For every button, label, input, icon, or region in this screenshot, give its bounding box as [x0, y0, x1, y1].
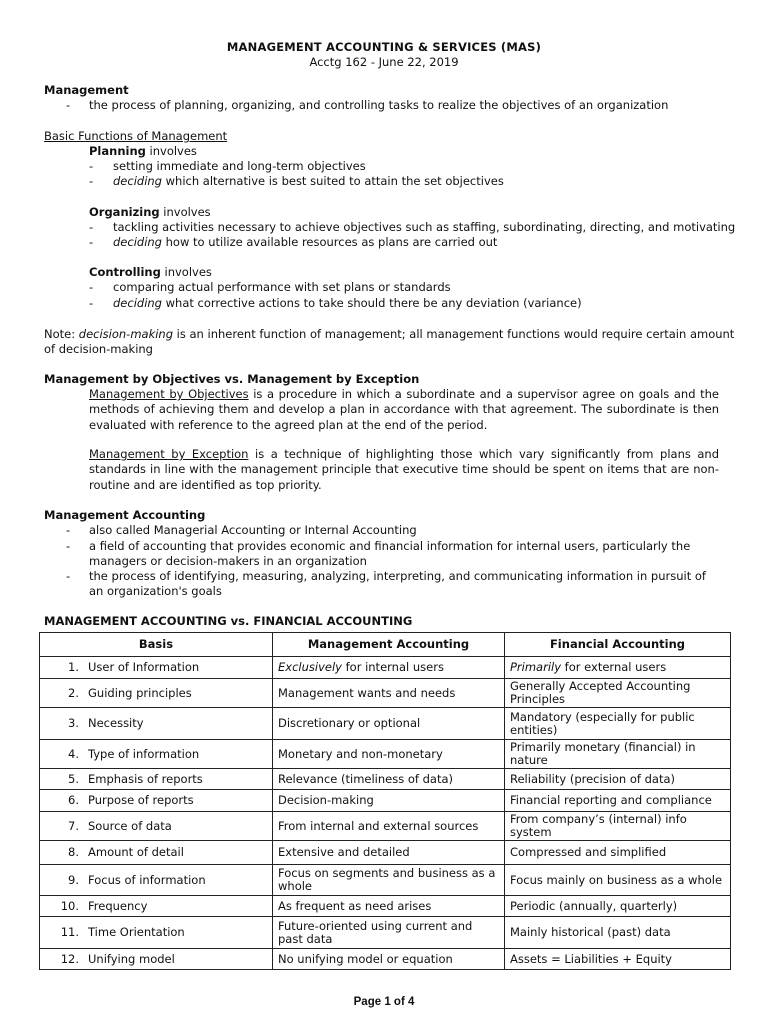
row-management-accounting: Exclusively for internal users — [273, 657, 505, 679]
document-title: MANAGEMENT ACCOUNTING & SERVICES (MAS) — [226, 40, 542, 54]
table-row — [40, 841, 731, 865]
bullet-dash: - — [66, 98, 71, 112]
table-row — [40, 949, 731, 970]
header-management-accounting: Management Accounting — [273, 633, 505, 657]
table-row — [40, 769, 731, 790]
comparison-table — [39, 632, 731, 970]
row-management-accounting: As frequent as need arises — [273, 896, 505, 917]
planning-item-1: setting immediate and long-term objectives — [113, 159, 366, 173]
row-basis: Guiding principles — [83, 679, 273, 708]
row-financial-accounting: Generally Accepted Accounting Principles — [505, 679, 731, 708]
row-basis: Type of information — [83, 740, 273, 769]
row-number: 10. — [40, 896, 84, 917]
row-number: 11. — [40, 917, 84, 949]
row-number: 4. — [40, 740, 84, 769]
row-financial-accounting: Mandatory (especially for public entities) — [505, 708, 731, 740]
table-row — [40, 790, 731, 812]
row-management-accounting: Future-oriented using current and past data — [273, 917, 505, 949]
row-number: 9. — [40, 865, 84, 896]
row-basis: Unifying model — [83, 949, 273, 970]
table-row — [40, 896, 731, 917]
mbo-heading: Management by Objectives vs. Management by Exception — [44, 372, 420, 386]
row-basis: Frequency — [83, 896, 273, 917]
row-number: 5. — [40, 769, 84, 790]
row-basis: Focus of information — [83, 865, 273, 896]
table-row — [40, 917, 731, 949]
row-basis: Necessity — [83, 708, 273, 740]
table-row — [40, 679, 731, 708]
organizing-heading: Organizing involves — [89, 205, 211, 219]
row-management-accounting: No unifying model or equation — [273, 949, 505, 970]
row-management-accounting: Decision-making — [273, 790, 505, 812]
mgmt-accounting-heading: Management Accounting — [44, 508, 206, 522]
document-page: MANAGEMENT ACCOUNTING & SERVICES (MAS) Acctg 162 - June 22, 2019 Management - the process of planning, organizing, and controlling tasks to realize the objectives of an organization Basic Functions of Management Planning involves - setting immediate and long-term objectives - deciding which alternative is best suited to attain the set objectives Organizing involves - tackling activities necessary to achieve objectives such as staffing, subordinating, directing, and motivating - deciding how to utilize available resources as plans are carried out Controlling involves - comparing actual performance with set plans or standards - deciding what corrective actions to take should there be any deviation (variance) Note: decision-making is an inherent function of management; all management functions would require certain amount of decision-making Management by Objectives vs. Management by Exception Management by Objectives is a procedure in which a subordinate and a supervisor agree on goals and the methods of achieving them and develop a plan in accordance with that agreement. The subordinate is then evaluated with reference to the agreed plan at the end of the period. Management by Exception is a technique of highlighting those which vary significantly from plans and standards in line with the management principle that executive time should be spent on items that are non-routine and are identified as top priority. Management Accounting - also called Managerial Accounting or Internal Accounting - a field of accounting that provides economic and financial information for internal users, particularly the managers or decision-makers in an organization - the process of identifying, measuring, analyzing, interpreting, and communicating information in pursuit of an organization's goals MANAGEMENT ACCOUNTING vs. FINANCIAL ACCOUNTING Basis Management Accounting Financial Accounting 1. User of Information Exclusively for internal users Primarily for external users 2. Guiding principles Management wants and needs Generally Accepted Accounting Principles 3. Necessity Discretionary or optional Mandatory (especially for public entities) 4. Type of information Monetary and non-monetary Primarily monetary (financial) in nature 5. Emphasis of reports Relevance (timeliness of data) Reliability (precision of data) 6. Purpose of reports Decision-making Financial reporting and compliance 7. Source of data From internal and external sources From company’s (internal) info system 8. Amount of detail Extensive and detailed Compressed and simplified 9. Focus of information Focus on segments and business as a whole Focus mainly on business as a whole 10. Frequency As frequent as need arises Periodic (annually, quarterly) 11. Time Orientation Future-oriented using current and past data Mainly historical (past) data 12. Unifying model No unifying model or equation Assets = Liabilities + Equity Page 1 of 4 — [0, 0, 768, 1024]
mgmt-accounting-item-3: the process of identifying, measuring, analyzing, interpreting, and communicating information in pursuit of an organization's goals — [89, 569, 706, 598]
header-basis: Basis — [40, 633, 273, 657]
row-number: 7. — [40, 812, 84, 841]
mgmt-accounting-item-2: a field of accounting that provides economic and financial information for internal users, particularly the managers or decision-makers in an organization — [89, 539, 691, 568]
planning-item-2: deciding which alternative is best suited to attain the set objectives — [113, 174, 504, 188]
controlling-item-1: comparing actual performance with set plans or standards — [113, 280, 451, 294]
management-heading: Management — [44, 83, 129, 97]
row-financial-accounting: Periodic (annually, quarterly) — [505, 896, 731, 917]
row-management-accounting: Relevance (timeliness of data) — [273, 769, 505, 790]
row-basis: User of Information — [83, 657, 273, 679]
row-financial-accounting: Assets = Liabilities + Equity — [505, 949, 731, 970]
row-financial-accounting: Focus mainly on business as a whole — [505, 865, 731, 896]
row-financial-accounting: Mainly historical (past) data — [505, 917, 731, 949]
comparison-heading: MANAGEMENT ACCOUNTING vs. FINANCIAL ACCOUNTING — [44, 614, 413, 628]
row-financial-accounting: Reliability (precision of data) — [505, 769, 731, 790]
organizing-item-2: deciding how to utilize available resources as plans are carried out — [113, 235, 498, 249]
row-basis: Source of data — [83, 812, 273, 841]
row-number: 3. — [40, 708, 84, 740]
row-management-accounting: Management wants and needs — [273, 679, 505, 708]
page-number: Page 1 of 4 — [353, 996, 415, 1008]
table-row — [40, 812, 731, 841]
table-header-row — [40, 633, 731, 657]
mbe-paragraph: Management by Exception is a technique of highlighting those which vary significantly from plans and standards in line with the management principle that executive time should be spent on items that are non-routine and are identified as top priority. — [89, 447, 719, 492]
note-line-1: Note: decision-making is an inherent function of management; all management functions would require certain amount — [44, 327, 735, 341]
row-management-accounting: Extensive and detailed — [273, 841, 505, 865]
row-management-accounting: Monetary and non-monetary — [273, 740, 505, 769]
row-number: 12. — [40, 949, 84, 970]
row-financial-accounting: Primarily for external users — [505, 657, 731, 679]
mgmt-accounting-item-1: also called Managerial Accounting or Internal Accounting — [89, 523, 417, 537]
row-financial-accounting: Primarily monetary (financial) in nature — [505, 740, 731, 769]
row-basis: Time Orientation — [83, 917, 273, 949]
planning-heading: Planning involves — [89, 144, 197, 158]
controlling-heading: Controlling involves — [89, 265, 212, 279]
row-basis: Amount of detail — [83, 841, 273, 865]
row-management-accounting: Discretionary or optional — [273, 708, 505, 740]
table-row — [40, 708, 731, 740]
controlling-item-2: deciding what corrective actions to take should there be any deviation (variance) — [113, 296, 582, 310]
organizing-item-1: tackling activities necessary to achieve objectives such as staffing, subordinating, directing, and motivating — [113, 220, 736, 234]
header-financial-accounting: Financial Accounting — [505, 633, 731, 657]
table-row — [40, 865, 731, 896]
note-line-2: of decision-making — [44, 342, 153, 356]
row-management-accounting: Focus on segments and business as a whole — [273, 865, 505, 896]
table-row — [40, 657, 731, 679]
table-row — [40, 740, 731, 769]
row-management-accounting: From internal and external sources — [273, 812, 505, 841]
row-number: 1. — [40, 657, 84, 679]
row-number: 8. — [40, 841, 84, 865]
row-number: 2. — [40, 679, 84, 708]
row-basis: Purpose of reports — [83, 790, 273, 812]
document-subtitle: Acctg 162 - June 22, 2019 — [309, 55, 459, 69]
mbo-paragraph: Management by Objectives is a procedure in which a subordinate and a supervisor agree on goals and the methods of achieving them and develop a plan in accordance with that agreement. The subordinate is then evaluated with reference to the agreed plan at the end of the period. — [89, 387, 719, 432]
basic-functions-heading: Basic Functions of Management — [44, 129, 228, 143]
row-financial-accounting: Compressed and simplified — [505, 841, 731, 865]
management-definition: the process of planning, organizing, and controlling tasks to realize the objectives of an organization — [89, 98, 669, 112]
row-basis: Emphasis of reports — [83, 769, 273, 790]
row-financial-accounting: From company’s (internal) info system — [505, 812, 731, 841]
row-financial-accounting: Financial reporting and compliance — [505, 790, 731, 812]
row-number: 6. — [40, 790, 84, 812]
